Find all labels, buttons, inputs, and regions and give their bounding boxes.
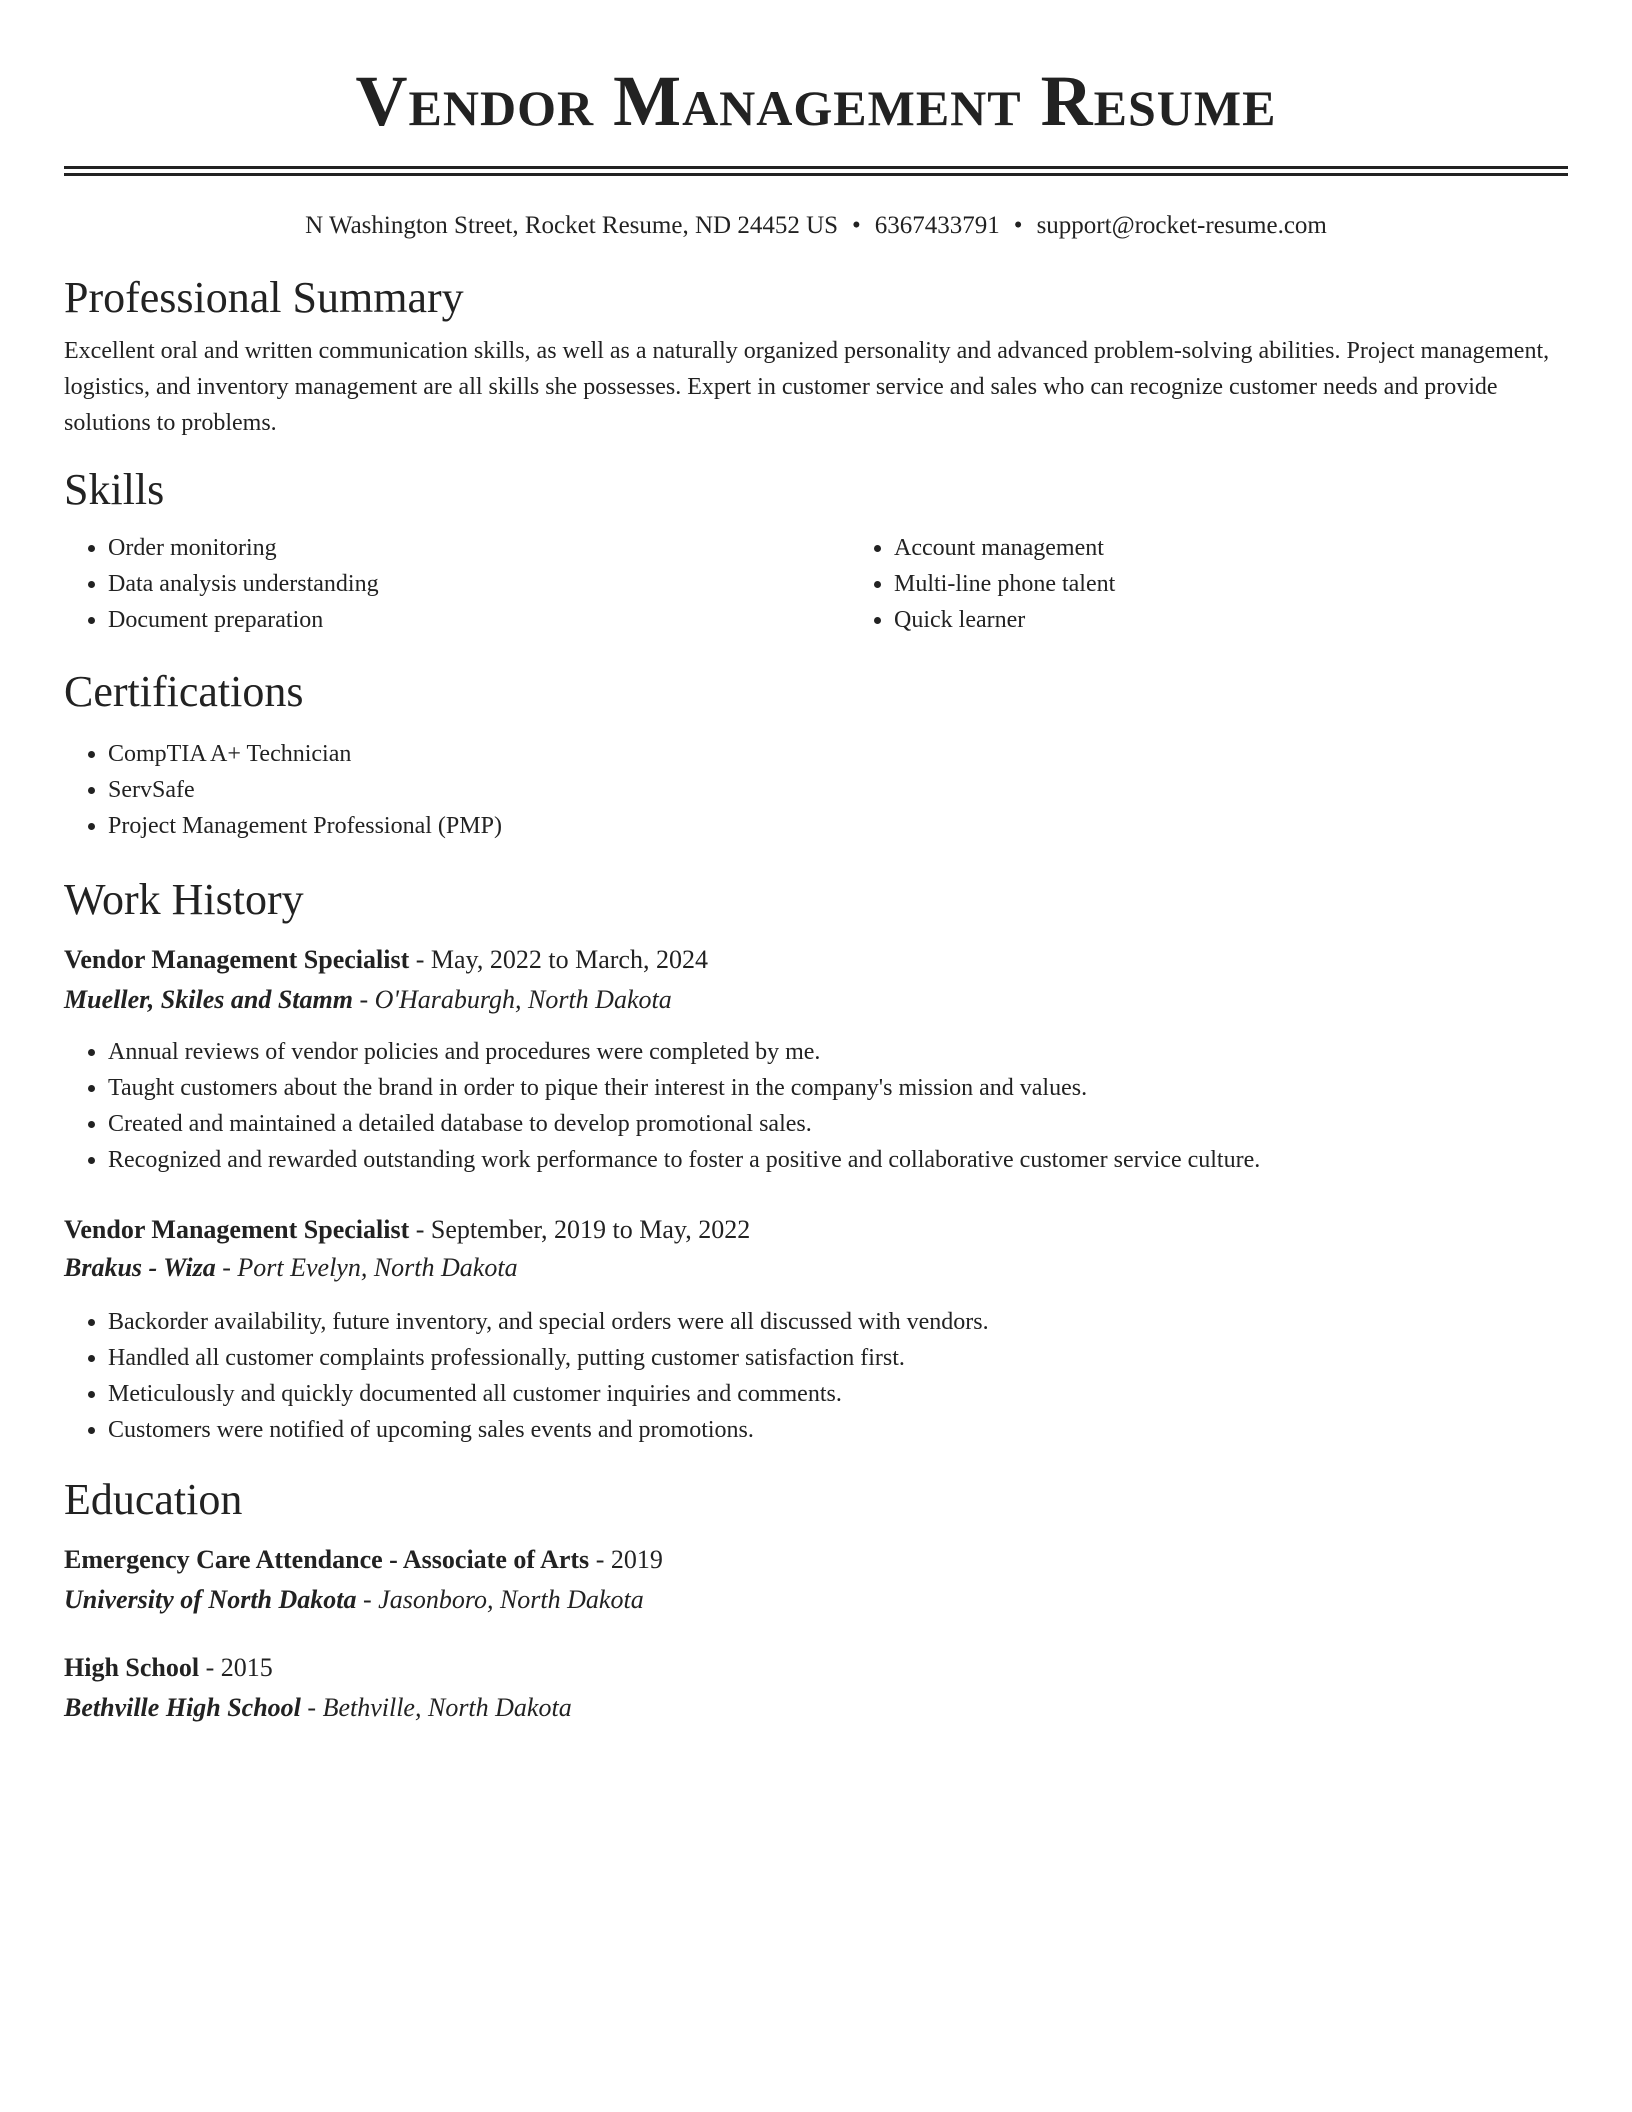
- education-location: - Bethville, North Dakota: [300, 1693, 572, 1722]
- education-year: - 2019: [589, 1545, 663, 1574]
- job-company-line: [64, 982, 1568, 1018]
- job-heading: [64, 942, 1568, 978]
- certification-item: • CompTIA A+ Technician: [108, 736, 1568, 772]
- job-duty-item: • Annual reviews of vendor policies and procedures were completed by me.: [108, 1034, 1568, 1070]
- certifications-list: [64, 736, 1568, 844]
- skill-item: • Quick learner: [894, 602, 1632, 638]
- job-dates: - May, 2022 to March, 2024: [409, 945, 708, 974]
- contact-separator: •: [1013, 212, 1023, 239]
- page-title: Vendor Management Resume: [355, 61, 1277, 141]
- education-degree: Emergency Care Attendance - Associate of Arts: [64, 1545, 590, 1574]
- education-year: - 2015: [199, 1653, 273, 1682]
- skills-list: [64, 530, 1568, 638]
- job-company: Mueller, Skiles and Stamm: [64, 985, 353, 1014]
- job-duty-item: • Recognized and rewarded outstanding work performance to foster a positive and collaborative customer service culture.: [108, 1142, 1568, 1178]
- education-school: University of North Dakota: [64, 1585, 357, 1614]
- education-entry: [64, 1650, 1568, 1726]
- certification-item: • Project Management Professional (PMP): [108, 808, 1568, 844]
- job-duty-item: • Meticulously and quickly documented all customer inquiries and comments.: [108, 1376, 1568, 1412]
- contact-address: N Washington Street, Rocket Resume, ND 24452 US: [305, 212, 839, 239]
- education-degree: High School: [64, 1653, 200, 1682]
- education-location: - Jasonboro, North Dakota: [356, 1585, 644, 1614]
- job-duty-item: • Customers were notified of upcoming sales events and promotions.: [108, 1412, 1568, 1448]
- section-title-work-history: Work History: [64, 875, 304, 924]
- job-dates: - September, 2019 to May, 2022: [409, 1215, 751, 1244]
- job-company: Brakus - Wiza: [64, 1253, 216, 1282]
- job-duties-list: [64, 1034, 1568, 1178]
- skill-item: • Document preparation: [108, 602, 850, 638]
- skills-column-left: [64, 530, 850, 638]
- summary-text: Excellent oral and written communication skills, as well as a naturally organized personality and advanced problem-solving abilities. Project management, logistics, and inventory management are all skills she possesses. Expert in customer service and sales who can recognize customer needs and provide solutions to problems.: [64, 338, 1550, 436]
- resume-page: [64, 0, 1568, 1726]
- job-duty-item: • Created and maintained a detailed database to develop promotional sales.: [108, 1106, 1568, 1142]
- education-school-line: [64, 1582, 1568, 1618]
- job-duty-item: • Taught customers about the brand in order to pique their interest in the company's mission and values.: [108, 1070, 1568, 1106]
- education-heading: [64, 1542, 1568, 1578]
- job-location: - O'Haraburgh, North Dakota: [352, 985, 672, 1014]
- title-divider: [64, 166, 1568, 176]
- job-title: Vendor Management Specialist: [64, 945, 410, 974]
- skill-item: • Order monitoring: [108, 530, 850, 566]
- education-heading: [64, 1650, 1568, 1686]
- education-school: Bethville High School: [64, 1693, 301, 1722]
- education-school-line: [64, 1690, 1568, 1726]
- work-entry: [64, 942, 1568, 1178]
- job-duty-item: • Backorder availability, future inventory, and special orders were all discussed with vendors.: [108, 1304, 1568, 1340]
- contact-line: [64, 210, 1568, 242]
- certification-item: • ServSafe: [108, 772, 1568, 808]
- job-location: - Port Evelyn, North Dakota: [215, 1253, 518, 1282]
- contact-separator: •: [852, 212, 861, 239]
- skill-item: • Data analysis understanding: [108, 566, 850, 602]
- skill-item: • Account management: [894, 530, 1632, 566]
- job-duties-list: [64, 1304, 1568, 1448]
- skill-item: • Multi-line phone talent: [894, 566, 1632, 602]
- job-duty-item: • Handled all customer complaints professionally, putting customer satisfaction first.: [108, 1340, 1568, 1376]
- job-company-line: [64, 1250, 1568, 1286]
- skills-column-right: [850, 530, 1632, 638]
- education-entry: [64, 1542, 1568, 1618]
- work-entry: [64, 1212, 1568, 1448]
- section-title-skills: Skills: [64, 465, 165, 514]
- contact-email: support@rocket-resume.com: [1036, 212, 1327, 239]
- section-title-certifications: Certifications: [64, 667, 304, 716]
- section-title-summary: Professional Summary: [64, 273, 464, 322]
- job-title: Vendor Management Specialist: [64, 1215, 410, 1244]
- section-title-education: Education: [64, 1475, 243, 1524]
- contact-phone: 6367433791: [874, 212, 1000, 239]
- job-heading: [64, 1212, 1568, 1248]
